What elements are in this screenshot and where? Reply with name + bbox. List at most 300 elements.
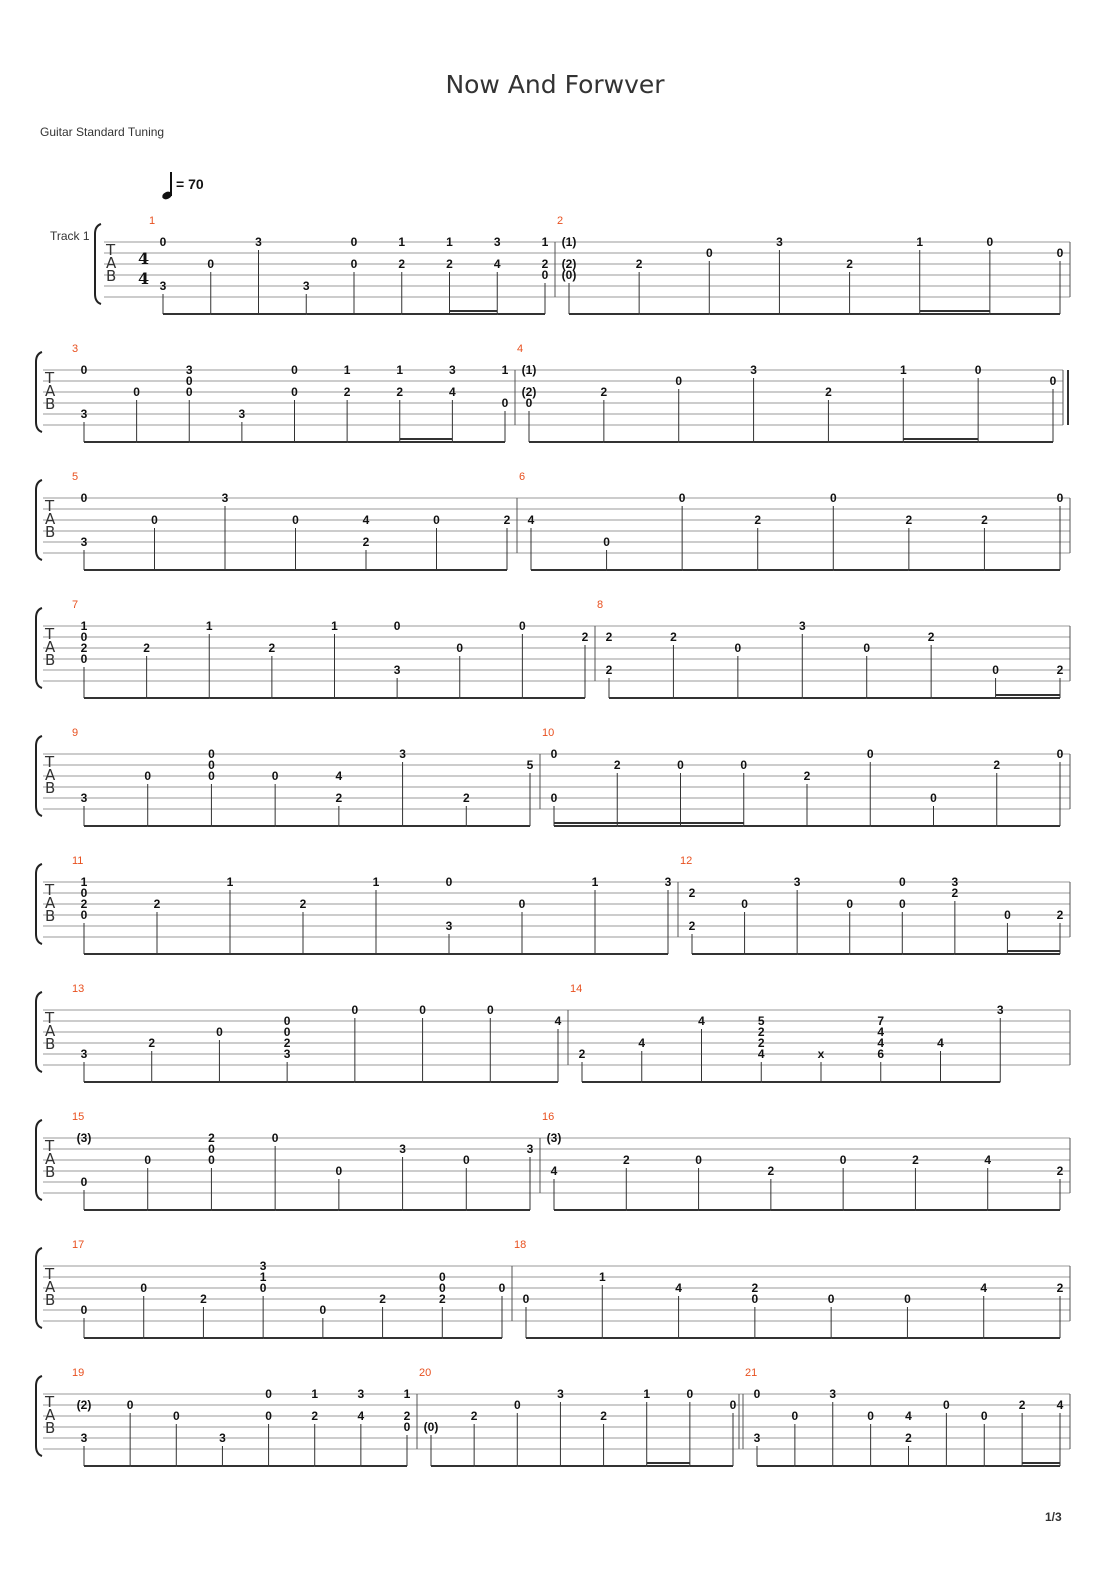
fret-number: 3 (996, 1003, 1004, 1017)
fret-number: (2) (561, 257, 577, 271)
fret-number: 0 (335, 1164, 343, 1178)
fret-number: 2 (605, 663, 613, 677)
fret-number: 1 (643, 1387, 651, 1401)
fret-number: 0 (501, 396, 509, 410)
fret-number: 1 (899, 363, 907, 377)
staff-system (36, 727, 1070, 826)
fret-number: 2 (688, 919, 696, 933)
fret-number: 0 (603, 535, 610, 549)
fret-number: 2 (343, 385, 351, 399)
fret-number: 3 (776, 235, 783, 249)
fret-number: 0 (319, 1303, 327, 1317)
fret-number: 2 (613, 758, 621, 772)
fret-number: 0 (126, 1398, 134, 1412)
measure-number: 8 (597, 599, 604, 611)
tab-clef-letter: A (45, 1278, 56, 1296)
fret-number: 5 (526, 758, 534, 772)
fret-number: 2 (803, 769, 811, 783)
tab-clef-letter: A (45, 1022, 56, 1040)
tab-clef-letter: T (45, 753, 55, 771)
fret-number: 4 (877, 1036, 885, 1050)
measure-number: 15 (72, 1111, 85, 1123)
fret-number: 1 (80, 875, 88, 889)
fret-number: 0 (729, 1398, 737, 1412)
fret-number: 3 (80, 1047, 88, 1061)
measure-number: 3 (72, 343, 79, 355)
fret-number: (2) (76, 1398, 92, 1412)
fret-number: 1 (403, 1387, 411, 1401)
tab-clef-letter: T (45, 881, 55, 899)
fret-number: 0 (271, 769, 279, 783)
system-bracket (36, 352, 42, 432)
fret-number: 0 (974, 363, 982, 377)
fret-number: 0 (80, 1175, 88, 1189)
fret-number: (0) (561, 268, 577, 282)
tab-clef-letter: A (45, 510, 56, 528)
fret-number: 2 (688, 886, 696, 900)
fret-number: 0 (519, 619, 526, 633)
fret-number: 0 (518, 897, 526, 911)
fret-number: 2 (622, 1153, 630, 1167)
fret-number: 3 (399, 1142, 406, 1156)
fret-number: 0 (208, 769, 215, 783)
measure-number: 18 (514, 1239, 527, 1251)
fret-number: 2 (981, 513, 988, 527)
system-bracket (36, 1120, 42, 1200)
fret-number: 0 (550, 791, 558, 805)
fret-number: 0 (80, 630, 88, 644)
fret-number: 0 (207, 257, 215, 271)
tab-clef-letter: B (45, 907, 56, 925)
system-bracket (36, 1376, 42, 1456)
tab-clef-letter: T (45, 625, 55, 643)
fret-number: 0 (291, 363, 298, 377)
fret-number: 0 (705, 246, 713, 260)
fret-number: 0 (185, 385, 193, 399)
fret-number: 0 (986, 235, 994, 249)
fret-number: 0 (445, 875, 453, 889)
fret-number: 4 (937, 1036, 944, 1050)
fret-number: 2 (905, 1431, 912, 1445)
fret-number: 0 (498, 1281, 506, 1295)
tab-clef-letter: A (45, 894, 56, 912)
fret-number: 3 (445, 919, 453, 933)
fret-number: 0 (144, 769, 152, 783)
fret-number: 2 (462, 791, 470, 805)
system-bracket (36, 992, 42, 1072)
staff-system (36, 471, 1070, 570)
system-bracket (36, 736, 42, 816)
fret-number: 2 (927, 630, 935, 644)
fret-number: 2 (396, 385, 404, 399)
fret-number: 1 (591, 875, 599, 889)
fret-number: 0 (1056, 491, 1064, 505)
staff-system (95, 215, 1070, 314)
fret-number: 0 (1056, 747, 1064, 761)
tab-clef-letter: T (45, 1393, 55, 1411)
fret-number: 0 (462, 1153, 470, 1167)
fret-number: 2 (80, 641, 88, 655)
fret-number: 3 (798, 619, 806, 633)
fret-number: 2 (541, 257, 549, 271)
fret-number: 0 (513, 1398, 521, 1412)
fret-number: 0 (675, 374, 683, 388)
fret-number: 2 (470, 1409, 478, 1423)
fret-number: (1) (561, 235, 577, 249)
fret-number: 0 (433, 513, 440, 527)
fret-number: 2 (767, 1164, 775, 1178)
fret-number: 4 (527, 513, 535, 527)
fret-number: 0 (208, 1153, 215, 1167)
fret-number: 0 (80, 886, 88, 900)
staff-system (36, 983, 1070, 1082)
fret-number: 0 (677, 758, 684, 772)
staff-system (36, 1367, 1070, 1466)
fret-number: 0 (846, 897, 854, 911)
fret-number: 2 (153, 897, 161, 911)
measure-number: 2 (557, 215, 564, 227)
measure-number: 1 (149, 215, 156, 227)
fret-number: 0 (438, 1270, 446, 1284)
measure-number: 17 (72, 1239, 85, 1251)
fret-number: 2 (299, 897, 307, 911)
staff-system (36, 343, 1068, 442)
fret-number: 4 (357, 1409, 365, 1423)
fret-number: x (817, 1047, 825, 1061)
fret-number: 2 (993, 758, 1001, 772)
fret-number: 3 (80, 407, 88, 421)
fret-number: 1 (598, 1270, 606, 1284)
fret-number: 2 (635, 257, 643, 271)
fret-number: 0 (80, 1303, 88, 1317)
tab-clef-letter: B (45, 1163, 56, 1181)
measure-number: 9 (72, 727, 79, 739)
fret-number: 2 (1056, 663, 1064, 677)
fret-number: 1 (541, 235, 549, 249)
fret-number: 0 (904, 1292, 911, 1306)
fret-number: 0 (1049, 374, 1057, 388)
system-bracket (36, 1248, 42, 1328)
fret-number: 0 (265, 1409, 272, 1423)
fret-number: 3 (449, 363, 456, 377)
fret-number: 4 (335, 769, 343, 783)
fret-number: 2 (754, 513, 762, 527)
tab-clef-letter: B (106, 267, 117, 285)
fret-number: 4 (449, 385, 456, 399)
tab-clef-letter: B (45, 1291, 56, 1309)
fret-number: 3 (219, 1431, 226, 1445)
fret-number: 1 (343, 363, 351, 377)
measure-number: 20 (419, 1367, 432, 1379)
tab-clef-letter: A (45, 766, 56, 784)
fret-number: 0 (992, 663, 999, 677)
fret-number: 2 (605, 630, 613, 644)
fret-number: 3 (80, 535, 88, 549)
measure-number: 16 (542, 1111, 555, 1123)
fret-number: 3 (80, 1431, 88, 1445)
fret-number: 3 (255, 235, 262, 249)
fret-number: 2 (200, 1292, 207, 1306)
time-signature-top: 4 (138, 249, 150, 268)
fret-number: 0 (839, 1153, 847, 1167)
fret-number: (3) (546, 1131, 562, 1145)
fret-number: 2 (398, 257, 406, 271)
fret-number: 0 (541, 268, 549, 282)
fret-number: 0 (351, 1003, 359, 1017)
fret-number: 0 (283, 1025, 291, 1039)
measure-number: 5 (72, 471, 79, 483)
fret-number: 1 (372, 875, 380, 889)
fret-number: 1 (398, 235, 406, 249)
fret-number: 0 (172, 1409, 180, 1423)
fret-number: 4 (1056, 1398, 1064, 1412)
fret-number: 0 (133, 385, 140, 399)
tab-clef-letter: A (45, 382, 56, 400)
fret-number: 0 (943, 1398, 950, 1412)
measure-number: 19 (72, 1367, 85, 1379)
fret-number: 1 (80, 619, 88, 633)
fret-number: 0 (1004, 908, 1011, 922)
fret-number: (0) (423, 1420, 439, 1434)
fret-number: 0 (216, 1025, 223, 1039)
fret-number: 0 (791, 1409, 799, 1423)
fret-number: 3 (493, 235, 501, 249)
fret-number: 2 (268, 641, 276, 655)
fret-number: 2 (438, 1292, 446, 1306)
fret-number: 0 (456, 641, 464, 655)
measure-number: 21 (745, 1367, 758, 1379)
fret-number: 0 (930, 791, 937, 805)
fret-number: 0 (740, 758, 748, 772)
fret-number: 1 (311, 1387, 319, 1401)
fret-number: 1 (396, 363, 404, 377)
tab-clef-letter: T (45, 1265, 55, 1283)
tempo-value: = 70 (176, 176, 204, 192)
fret-number: 0 (140, 1281, 148, 1295)
fret-number: 0 (419, 1003, 426, 1017)
fret-number: 3 (238, 407, 246, 421)
tab-clef-letter: B (45, 651, 56, 669)
fret-number: 2 (362, 535, 370, 549)
fret-number: 2 (846, 257, 853, 271)
fret-number: 0 (144, 1153, 152, 1167)
fret-number: 0 (686, 1387, 694, 1401)
tab-clef-letter: A (106, 254, 117, 272)
fret-number: 3 (557, 1387, 564, 1401)
fret-number: 0 (866, 747, 874, 761)
fret-number: 2 (757, 1025, 765, 1039)
fret-number: 4 (984, 1153, 992, 1167)
fret-number: 2 (379, 1292, 386, 1306)
measure-number: 6 (519, 471, 526, 483)
fret-number: 0 (283, 1014, 291, 1028)
measure-number: 7 (72, 599, 79, 611)
fret-number: 0 (80, 363, 88, 377)
fret-number: 2 (80, 897, 88, 911)
fret-number: 4 (877, 1025, 885, 1039)
fret-number: 2 (905, 513, 913, 527)
fret-number: 0 (867, 1409, 874, 1423)
measure-number: 11 (72, 855, 84, 867)
fret-number: 2 (951, 886, 959, 900)
fret-number: 0 (208, 1142, 215, 1156)
fret-number: 2 (1018, 1398, 1026, 1412)
fret-number: 0 (863, 641, 871, 655)
track-label: Track 1 (50, 229, 90, 243)
fret-number: 3 (259, 1259, 267, 1273)
fret-number: 3 (302, 279, 310, 293)
system-bracket (36, 608, 42, 688)
fret-number: 2 (143, 641, 150, 655)
measure-number: 14 (570, 983, 583, 995)
fret-number: 0 (898, 875, 906, 889)
fret-number: 2 (600, 1409, 607, 1423)
fret-number: 1 (916, 235, 924, 249)
fret-number: 0 (678, 491, 686, 505)
fret-number: 0 (151, 513, 158, 527)
fret-number: 0 (292, 513, 299, 527)
fret-number: 3 (80, 791, 88, 805)
fret-number: 0 (522, 1292, 530, 1306)
fret-number: 4 (362, 513, 370, 527)
tab-clef-letter: B (45, 1035, 56, 1053)
tab-clef-letter: T (45, 369, 55, 387)
fret-number: 2 (751, 1281, 759, 1295)
fret-number: 0 (486, 1003, 494, 1017)
fret-number: (3) (76, 1131, 92, 1145)
staff-system (36, 599, 1070, 698)
system-bracket (36, 864, 42, 944)
fret-number: 4 (554, 1014, 562, 1028)
fret-number: 0 (159, 235, 167, 249)
measure-number: 12 (680, 855, 693, 867)
fret-number: 0 (753, 1387, 761, 1401)
fret-number: 0 (80, 652, 88, 666)
measure-number: 13 (72, 983, 85, 995)
fret-number: 2 (1056, 1164, 1064, 1178)
fret-number: 2 (1056, 1281, 1064, 1295)
fret-number: 2 (825, 385, 832, 399)
fret-number: 0 (898, 897, 906, 911)
fret-number: 4 (675, 1281, 682, 1295)
fret-number: 0 (550, 747, 558, 761)
fret-number: 3 (793, 875, 801, 889)
fret-number: 0 (734, 641, 742, 655)
fret-number: 0 (265, 1387, 272, 1401)
tab-clef-letter: T (45, 497, 55, 515)
fret-number: 3 (526, 1142, 534, 1156)
fret-number: 0 (350, 235, 358, 249)
fret-number: 0 (185, 374, 193, 388)
tab-clef-letter: T (45, 1137, 55, 1155)
fret-number: 0 (291, 385, 298, 399)
fret-number: 0 (751, 1292, 759, 1306)
fret-number: 2 (1056, 908, 1064, 922)
fret-number: 0 (208, 758, 215, 772)
fret-number: (2) (521, 385, 537, 399)
tab-clef-letter: B (45, 523, 56, 541)
fret-number: 2 (757, 1036, 765, 1050)
tab-clef-letter: B (45, 1419, 56, 1437)
fret-number: 4 (550, 1164, 558, 1178)
fret-number: 0 (80, 491, 88, 505)
fret-number: 3 (750, 363, 757, 377)
fret-number: 2 (311, 1409, 319, 1423)
fret-number: 2 (403, 1409, 411, 1423)
fret-number: 3 (283, 1047, 291, 1061)
staff-system (36, 1239, 1070, 1338)
tab-clef-letter: T (45, 1009, 55, 1027)
fret-number: 0 (80, 908, 88, 922)
fret-number: 0 (393, 619, 401, 633)
fret-number: 0 (350, 257, 358, 271)
fret-number: 0 (827, 1292, 835, 1306)
system-bracket (95, 224, 101, 304)
fret-number: (1) (521, 363, 537, 377)
time-signature-bottom: 4 (138, 269, 150, 288)
tuning-label: Guitar Standard Tuning (40, 125, 165, 139)
fret-number: 2 (446, 257, 453, 271)
fret-number: 2 (670, 630, 677, 644)
fret-number: 4 (698, 1014, 705, 1028)
fret-number: 2 (208, 1131, 215, 1145)
tab-clef-letter: A (45, 1150, 56, 1168)
fret-number: 1 (331, 619, 338, 633)
fret-number: 2 (148, 1036, 156, 1050)
measure-number: 10 (542, 727, 555, 739)
fret-number: 3 (185, 363, 193, 377)
fret-number: 0 (271, 1131, 279, 1145)
fret-number: 3 (221, 491, 229, 505)
fret-number: 0 (741, 897, 748, 911)
fret-number: 0 (829, 491, 837, 505)
fret-number: 2 (503, 513, 511, 527)
fret-number: 7 (877, 1014, 885, 1028)
fret-number: 4 (493, 257, 501, 271)
fret-number: 4 (757, 1047, 765, 1061)
fret-number: 3 (393, 663, 401, 677)
tab-clef-letter: A (45, 638, 56, 656)
fret-number: 0 (525, 396, 533, 410)
fret-number: 0 (980, 1409, 988, 1423)
fret-number: 0 (208, 747, 215, 761)
fret-number: 0 (695, 1153, 702, 1167)
fret-number: 0 (438, 1281, 446, 1295)
fret-number: 4 (905, 1409, 912, 1423)
staff-system (36, 855, 1070, 954)
fret-number: 3 (664, 875, 672, 889)
fret-number: 3 (753, 1431, 761, 1445)
fret-number: 1 (501, 363, 509, 377)
fret-number: 2 (283, 1036, 291, 1050)
tab-clef-letter: T (106, 241, 116, 259)
fret-number: 4 (980, 1281, 988, 1295)
fret-number: 3 (159, 279, 167, 293)
fret-number: 1 (259, 1270, 267, 1284)
system-bracket (36, 480, 42, 560)
fret-number: 0 (1056, 246, 1064, 260)
tab-clef-letter: A (45, 1406, 56, 1424)
fret-number: 2 (578, 1047, 586, 1061)
fret-number: 2 (600, 385, 608, 399)
fret-number: 0 (403, 1420, 411, 1434)
fret-number: 0 (259, 1281, 267, 1295)
fret-number: 4 (638, 1036, 646, 1050)
fret-number: 1 (205, 619, 213, 633)
fret-number: 3 (951, 875, 959, 889)
tab-clef-letter: B (45, 395, 56, 413)
score-title: Now And Forwver (445, 70, 665, 99)
